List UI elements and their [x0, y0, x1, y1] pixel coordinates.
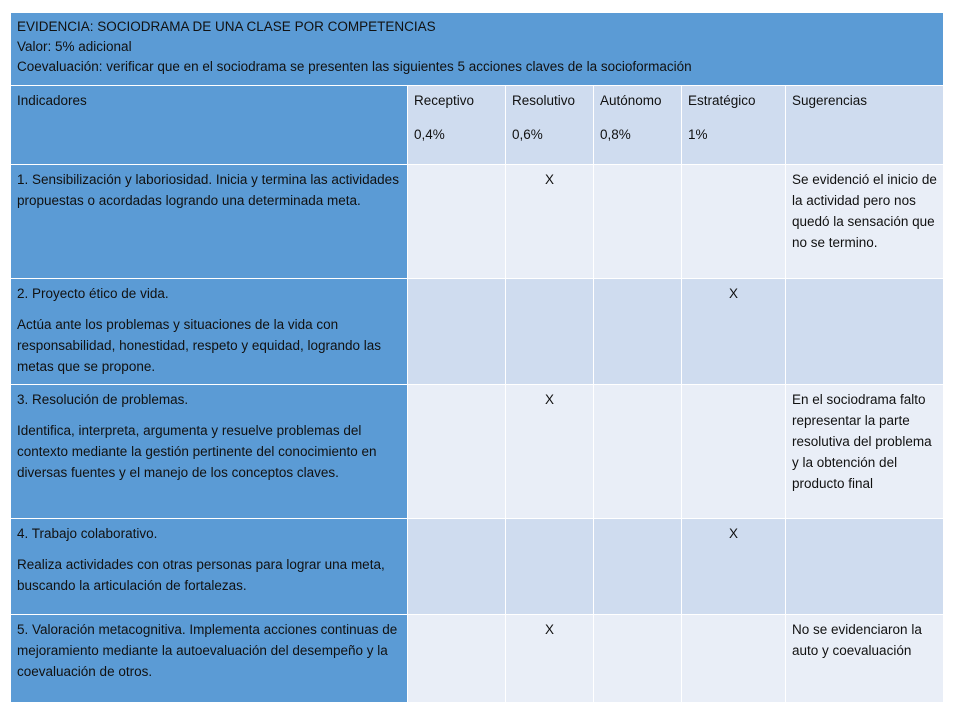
cell-autonomo: [594, 385, 682, 519]
cell-resolutivo: X: [506, 165, 594, 279]
col-autonomo-pct: 0,8%: [600, 127, 631, 142]
header-valor: Valor: 5% adicional: [17, 39, 132, 54]
indicator-cell: [11, 279, 408, 385]
header-cell: [11, 13, 944, 86]
cell-sugerencia: Se evidenció el inicio de la actividad pero nos quedó la sensación que no se termino.: [786, 165, 944, 279]
indicator-cell: [11, 519, 408, 615]
cell-estrategico: X: [682, 519, 786, 615]
indicator-title: 1. Sensibilización y laboriosidad. Inicia y termina las actividades propuestas o acordadas logrando una determinada meta.: [17, 172, 399, 208]
cell-estrategico: [682, 385, 786, 519]
col-autonomo: [594, 86, 682, 165]
col-autonomo-label: Autónomo: [600, 93, 662, 108]
header-title: EVIDENCIA: SOCIODRAMA DE UNA CLASE POR COMPETENCIAS: [17, 19, 436, 34]
table-row: [11, 385, 944, 519]
cell-receptivo: [408, 279, 506, 385]
col-receptivo: [408, 86, 506, 165]
indicator-title: 4. Trabajo colaborativo.: [17, 526, 158, 541]
cell-autonomo: [594, 519, 682, 615]
table-row: [11, 279, 944, 385]
table-row: [11, 615, 944, 703]
col-resolutivo: [506, 86, 594, 165]
cell-resolutivo: X: [506, 385, 594, 519]
col-receptivo-label: Receptivo: [414, 93, 475, 108]
header-row: [11, 13, 944, 86]
col-resolutivo-pct: 0,6%: [512, 127, 543, 142]
col-estrategico-pct: 1%: [688, 127, 708, 142]
cell-estrategico: [682, 615, 786, 703]
col-estrategico-label: Estratégico: [688, 93, 756, 108]
cell-estrategico: X: [682, 279, 786, 385]
indicator-cell: [11, 615, 408, 703]
col-indicadores: Indicadores: [11, 86, 408, 165]
indicator-description: Actúa ante los problemas y situaciones de la vida con responsabilidad, honestidad, respeto y equidad, logrando las metas que se propone.: [17, 317, 382, 374]
column-header-row: [11, 86, 944, 165]
indicator-description: Identifica, interpreta, argumenta y resuelve problemas del contexto mediante la gestión pertinente del conocimiento en diversas fuentes y el manejo de los conceptos claves.: [17, 423, 377, 480]
indicator-title: 3. Resolución de problemas.: [17, 392, 189, 407]
col-receptivo-pct: 0,4%: [414, 127, 445, 142]
cell-resolutivo: X: [506, 615, 594, 703]
cell-sugerencia: [786, 519, 944, 615]
cell-receptivo: [408, 385, 506, 519]
indicator-title: 2. Proyecto ético de vida.: [17, 286, 169, 301]
col-estrategico: [682, 86, 786, 165]
cell-sugerencia: [786, 279, 944, 385]
cell-sugerencia: No se evidenciaron la auto y coevaluación: [786, 615, 944, 703]
rubric-table: [10, 12, 944, 703]
cell-estrategico: [682, 165, 786, 279]
cell-resolutivo: [506, 519, 594, 615]
table-row: [11, 519, 944, 615]
cell-receptivo: [408, 615, 506, 703]
cell-resolutivo: [506, 279, 594, 385]
col-sugerencias: Sugerencias: [786, 86, 944, 165]
cell-autonomo: [594, 165, 682, 279]
rubric-table-container: [10, 12, 943, 703]
cell-sugerencia: En el sociodrama falto representar la parte resolutiva del problema y la obtención del producto final: [786, 385, 944, 519]
indicator-cell: [11, 165, 408, 279]
table-row: [11, 165, 944, 279]
indicator-description: Realiza actividades con otras personas para lograr una meta, buscando la articulación de fortalezas.: [17, 557, 385, 593]
cell-receptivo: [408, 165, 506, 279]
header-instruction: Coevaluación: verificar que en el sociodrama se presenten las siguientes 5 acciones claves de la socioformación: [17, 59, 692, 74]
cell-autonomo: [594, 615, 682, 703]
col-resolutivo-label: Resolutivo: [512, 93, 576, 108]
indicator-title: 5. Valoración metacognitiva. Implementa acciones continuas de mejoramiento mediante la autoevaluación del desempeño y la coevaluación de otros.: [17, 622, 398, 679]
indicator-cell: [11, 385, 408, 519]
cell-autonomo: [594, 279, 682, 385]
cell-receptivo: [408, 519, 506, 615]
